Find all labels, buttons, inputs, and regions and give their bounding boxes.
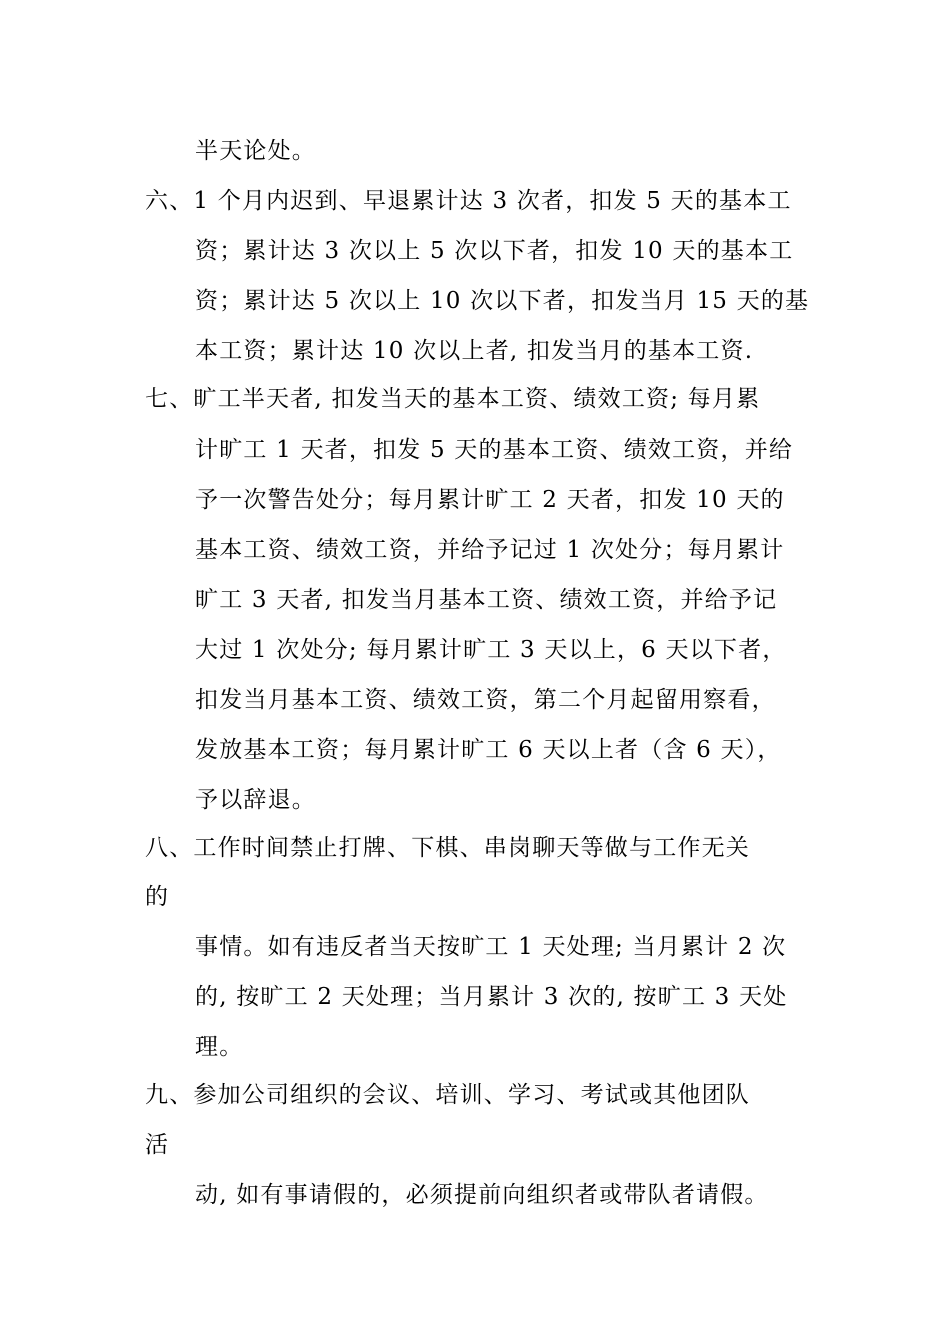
text-line: 基本工资、绩效工资，并给予记过 1 次处分；每月累计 — [195, 537, 785, 563]
text-line: 扣发当月基本工资、绩效工资，第二个月起留用察看， — [195, 687, 776, 713]
clause-7-heading-line: 七、旷工半天者, 扣发当天的基本工资、绩效工资; 每月累 — [145, 386, 761, 412]
clause-8-heading-line: 八、工作时间禁止打牌、下棋、串岗聊天等做与工作无关 — [145, 835, 750, 861]
text-line: 计旷工 1 天者，扣发 5 天的基本工资、绩效工资，并给 — [195, 437, 794, 463]
text-line: 资；累计达 5 次以上 10 次以下者，扣发当月 15 天的基 — [195, 288, 810, 314]
text-line: 大过 1 次处分; 每月累计旷工 3 天以上，6 天以下者， — [195, 637, 787, 663]
text-line: 半天论处。 — [195, 138, 316, 164]
text-line: 发放基本工资；每月累计旷工 6 天以上者（含 6 天）， — [195, 737, 782, 763]
text-line: 的 — [145, 884, 170, 910]
text-line: 予以辞退。 — [195, 787, 316, 813]
text-line: 本工资；累计达 10 次以上者, 扣发当月的基本工资. — [195, 338, 754, 364]
text-line: 予一次警告处分；每月累计旷工 2 天者，扣发 10 天的 — [195, 487, 785, 513]
text-line: 旷工 3 天者, 扣发当月基本工资、绩效工资，并给予记 — [195, 587, 778, 613]
text-line: 资；累计达 3 次以上 5 次以下者，扣发 10 天的基本工 — [195, 238, 794, 264]
clause-9-heading-line: 九、参加公司组织的会议、培训、学习、考试或其他团队 — [145, 1082, 750, 1108]
text-line: 动, 如有事请假的，必须提前向组织者或带队者请假。 — [195, 1182, 769, 1208]
text-line: 活 — [145, 1132, 170, 1158]
clause-6-heading-line: 六、1 个月内迟到、早退累计达 3 次者，扣发 5 天的基本工 — [145, 188, 792, 214]
text-line: 理。 — [195, 1034, 244, 1060]
text-line: 事情。如有违反者当天按旷工 1 天处理; 当月累计 2 次 — [195, 934, 787, 960]
text-line: 的, 按旷工 2 天处理；当月累计 3 次的, 按旷工 3 天处 — [195, 984, 788, 1010]
